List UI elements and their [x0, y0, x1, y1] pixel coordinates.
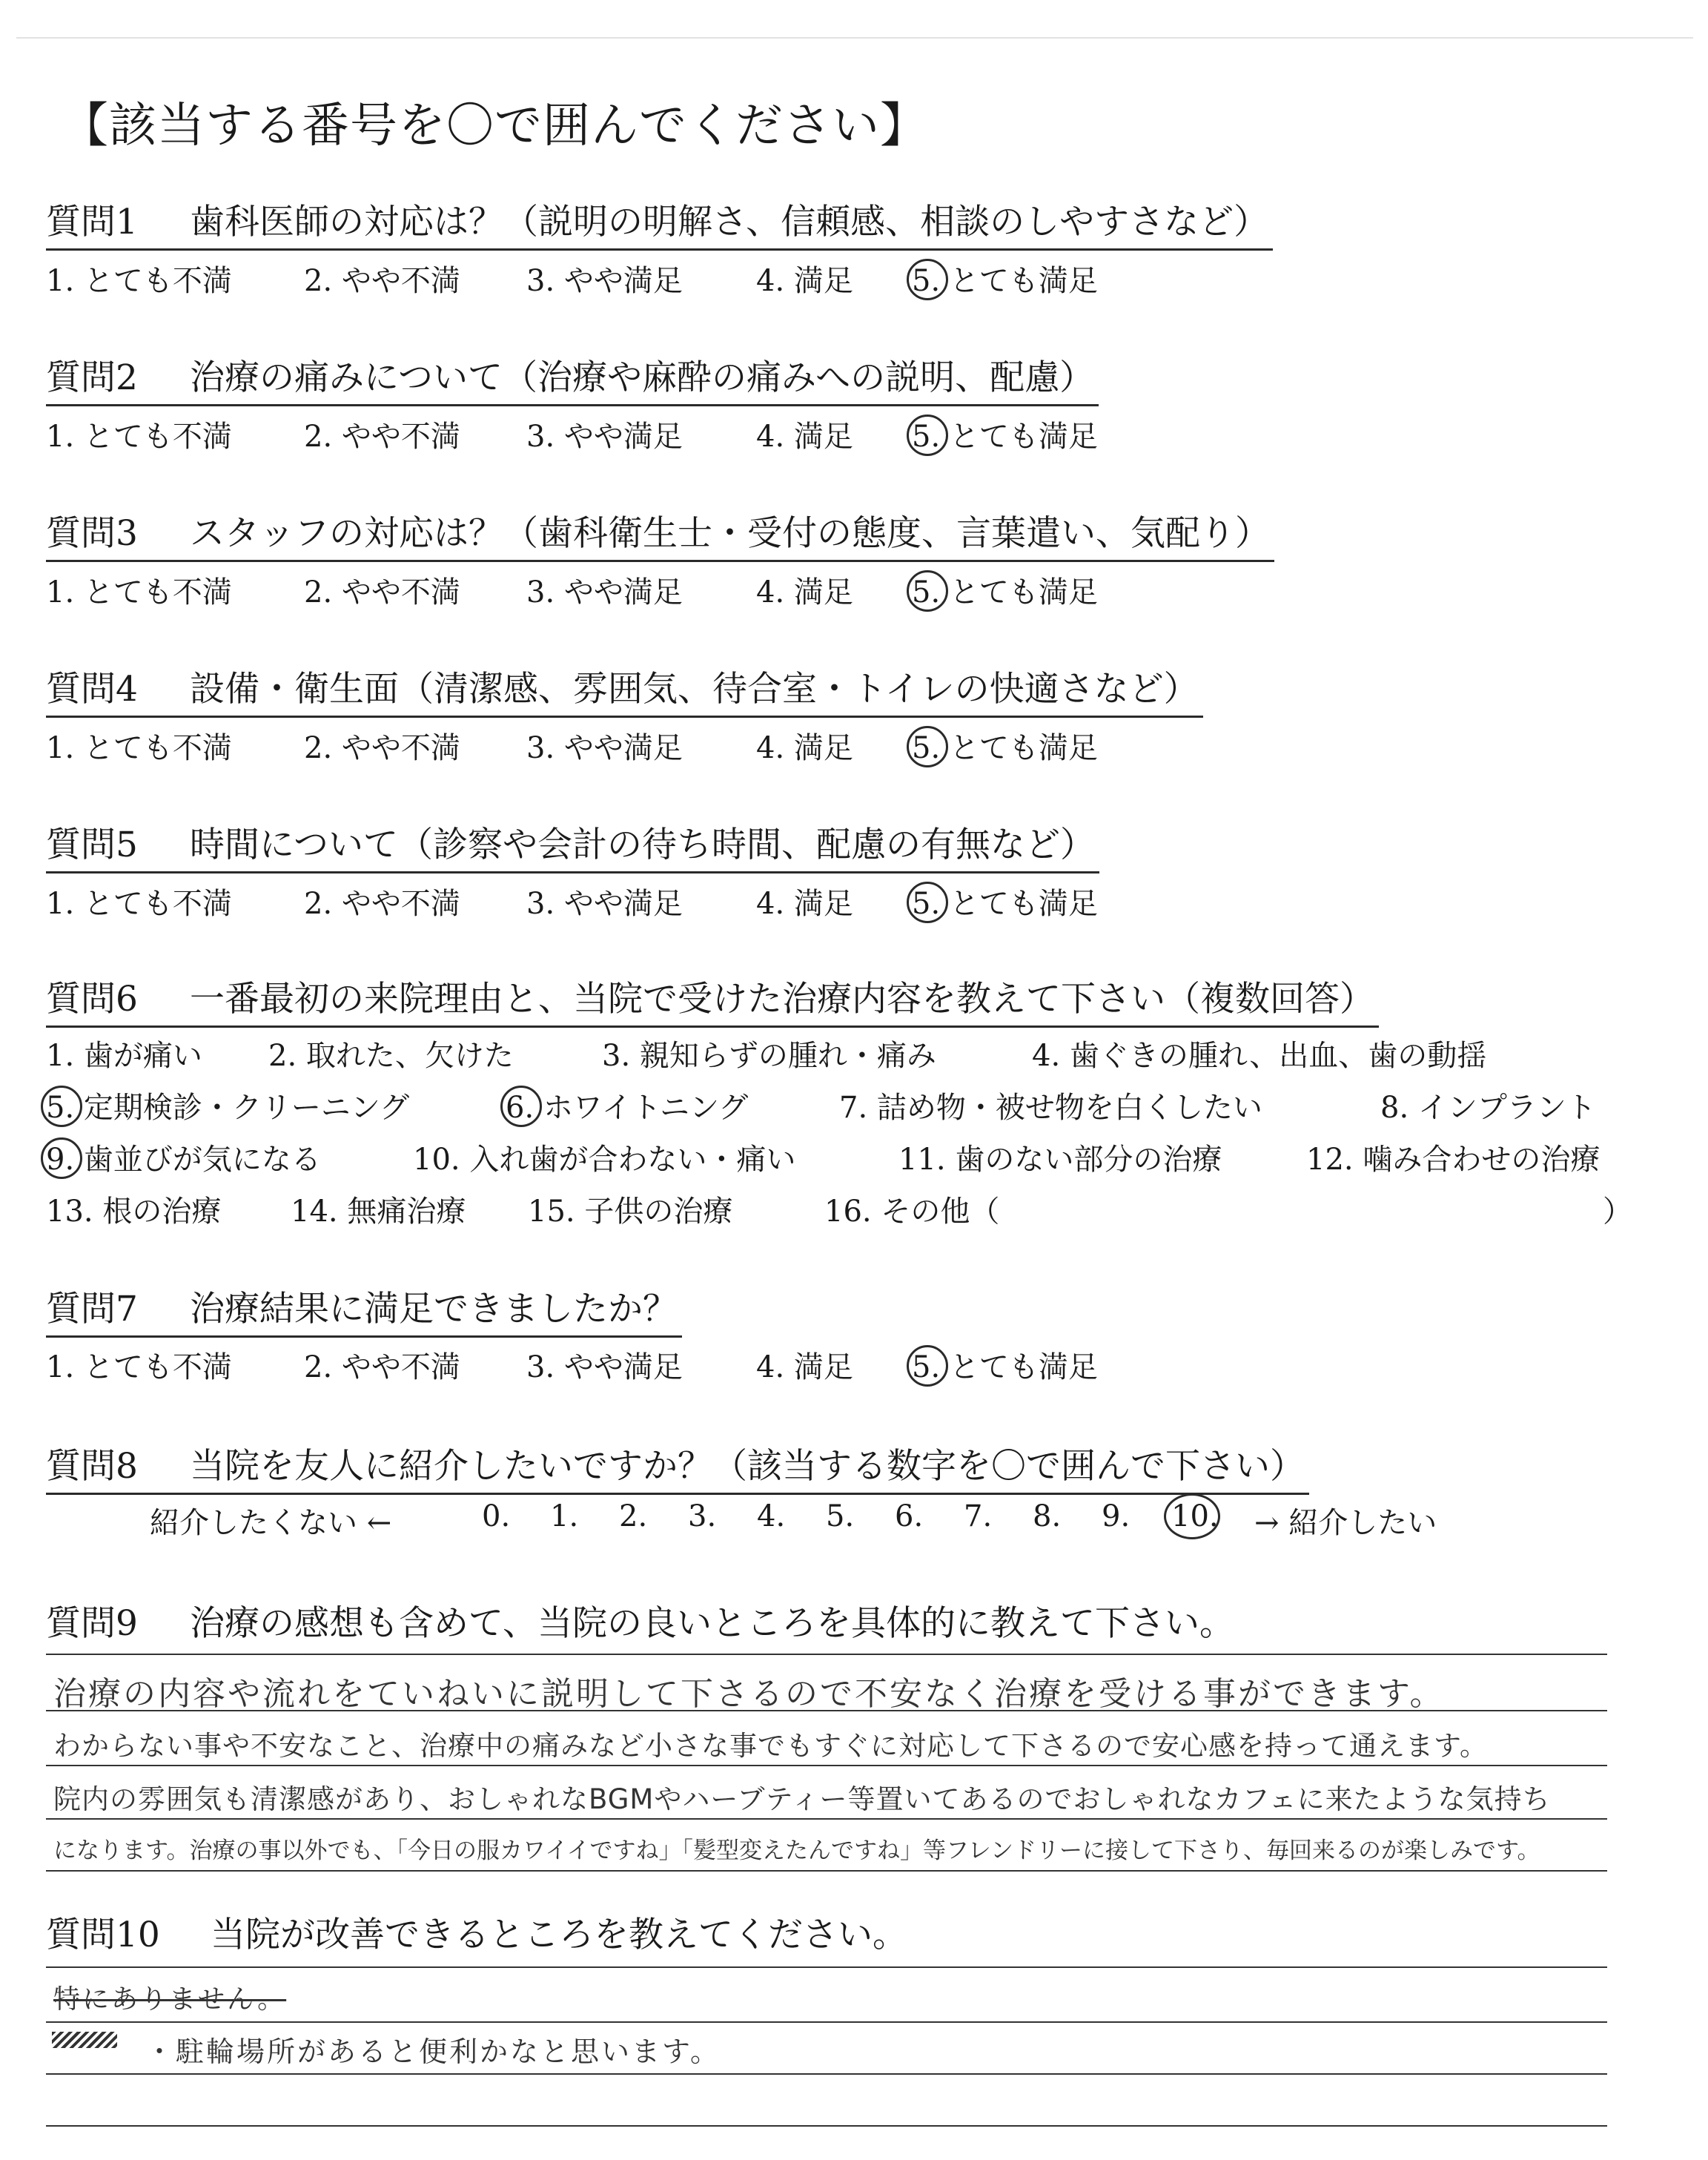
- q6-option-14-label: 無痛治療: [347, 1195, 466, 1229]
- q4-option-3[interactable]: [526, 724, 683, 767]
- q6-option-3[interactable]: [602, 1032, 936, 1074]
- q6-option-7[interactable]: [839, 1084, 1262, 1126]
- q6-option-3-label: 親知らずの腫れ・痛み: [639, 1039, 936, 1073]
- q7-option-1-label: とても不満: [83, 1350, 232, 1384]
- question-2-text: 治療の痛みについて（治療や麻酔の痛みへの説明、配慮）: [190, 357, 1095, 398]
- q7-option-3-number: 3.: [526, 1350, 555, 1384]
- question-1-text: 歯科医師の対応は？（説明の明解さ、信頼感、相談のしやすさなど）: [190, 202, 1269, 242]
- q5-option-3-number: 3.: [526, 887, 555, 921]
- q4-option-4-number: 4.: [756, 731, 785, 765]
- q6-option-3-number: 3.: [602, 1039, 631, 1073]
- q2-option-4-number: 4.: [756, 420, 785, 454]
- question-6-text: 一番最初の来院理由と、当院で受けた治療内容を教えて下さい（複数回答）: [190, 979, 1374, 1020]
- q8-scale-6[interactable]: 6.: [895, 1499, 924, 1533]
- q1-option-3[interactable]: [526, 257, 683, 300]
- q7-option-5-number: 5.: [912, 1350, 941, 1384]
- q6-option-5-label: 定期検診・クリーニング: [83, 1091, 410, 1125]
- question-9-text: 治療の感想も含めて、当院の良いところを具体的に教えて下さい。: [190, 1603, 1235, 1644]
- q1-option-4[interactable]: [756, 257, 853, 300]
- q2-option-2-label: やや不満: [341, 420, 460, 454]
- q6-option-7-number: 7.: [839, 1091, 868, 1125]
- q6-option-14-number: 14.: [291, 1195, 338, 1229]
- q5-option-3-label: やや満足: [563, 887, 683, 921]
- q8-scale-4[interactable]: 4.: [757, 1499, 786, 1533]
- question-4-title: [46, 661, 1203, 718]
- q8-scale-10-selected[interactable]: 10.: [1171, 1499, 1219, 1533]
- q1-option-2-label: やや不満: [341, 264, 460, 298]
- q5-option-3[interactable]: [526, 880, 683, 922]
- q6-option-6-label: ホワイトニング: [543, 1091, 749, 1125]
- question-2-number: 質問2: [46, 357, 138, 398]
- q4-option-2-label: やや不満: [341, 731, 460, 765]
- q3-option-5-selected[interactable]: [912, 569, 1098, 611]
- q5-option-2-number: 2.: [304, 887, 333, 921]
- question-8-text: 当院を友人に紹介したいですか？（該当する数字を〇で囲んで下さい）: [190, 1446, 1305, 1487]
- q9-answer-line-4: になります。治療の事以外でも、「今日の服カワイイですね」「髪型変えたんですね」等フレンドリーに接して下さり、毎回来るのが楽しみです。: [53, 1837, 1540, 1864]
- q8-scale-5[interactable]: 5.: [826, 1499, 855, 1533]
- question-7-text: 治療結果に満足できましたか？: [190, 1289, 678, 1330]
- q6-option-2-number: 2.: [268, 1039, 297, 1073]
- q9-answer-rule-5: [46, 1870, 1607, 1872]
- q4-option-2-number: 2.: [304, 731, 333, 765]
- q6-option-4-label: 歯ぐきの腫れ、出血、歯の動揺: [1069, 1039, 1487, 1073]
- q6-option-2-label: 取れた、欠けた: [305, 1039, 514, 1073]
- q7-option-3-label: やや満足: [563, 1350, 683, 1384]
- q2-option-2-number: 2.: [304, 420, 333, 454]
- q4-option-3-number: 3.: [526, 731, 555, 765]
- q9-answer-rule-4: [46, 1818, 1607, 1820]
- q7-option-2-label: やや不満: [341, 1350, 460, 1384]
- q3-option-2-label: やや不満: [341, 575, 460, 610]
- q3-option-3-number: 3.: [526, 575, 555, 610]
- q7-option-3[interactable]: [526, 1344, 683, 1386]
- q4-option-1[interactable]: [46, 724, 232, 767]
- question-8-number: 質問8: [46, 1446, 138, 1487]
- q6-option-9-number: 9.: [46, 1143, 75, 1177]
- q6-option-10-number: 10.: [413, 1143, 460, 1177]
- q8-scale-9[interactable]: 9.: [1102, 1499, 1131, 1533]
- q1-option-1-number: 1.: [46, 264, 75, 298]
- question-10-text: 当院が改善できるところを教えてください。: [211, 1915, 907, 1955]
- q1-option-2-number: 2.: [304, 264, 333, 298]
- q1-option-1-label: とても不満: [83, 264, 232, 298]
- question-5-title: [46, 817, 1099, 873]
- question-7-title: [46, 1281, 682, 1338]
- q6-option-13-number: 13.: [46, 1195, 93, 1229]
- question-4-number: 質問4: [46, 669, 138, 710]
- question-10-number: 質問10: [46, 1915, 160, 1955]
- q7-option-4[interactable]: [756, 1344, 853, 1386]
- q6-option-6-number: 6.: [506, 1091, 534, 1125]
- q6-option-15-label: 子供の治療: [584, 1195, 733, 1229]
- q6-option-4[interactable]: [1032, 1032, 1486, 1074]
- q6-option-12-number: 12.: [1306, 1143, 1354, 1177]
- q6-option-15-number: 15.: [528, 1195, 575, 1229]
- q4-option-3-label: やや満足: [563, 731, 683, 765]
- q6-option-11-number: 11.: [898, 1143, 946, 1177]
- q6-option-5-number: 5.: [46, 1091, 75, 1125]
- q6-option-14[interactable]: [291, 1188, 466, 1230]
- q6-option-9-label: 歯並びが気になる: [83, 1143, 321, 1177]
- q6-option-13-label: 根の治療: [102, 1195, 222, 1229]
- q8-left-label: 紹介したくない ←: [150, 1506, 392, 1540]
- q5-option-4-label: 満足: [793, 887, 853, 921]
- q6-option-1-label: 歯が痛い: [83, 1039, 202, 1073]
- q6-option-10[interactable]: [413, 1136, 795, 1178]
- q3-option-1[interactable]: [46, 569, 232, 611]
- q4-option-1-number: 1.: [46, 731, 75, 765]
- q4-option-5-number: 5.: [912, 731, 941, 765]
- q6-option-16-number: 16.: [824, 1195, 872, 1229]
- q6-option-1[interactable]: [46, 1032, 202, 1074]
- q6-option-7-label: 詰め物・被せ物を白くしたい: [876, 1091, 1262, 1125]
- q5-option-2[interactable]: [304, 880, 460, 922]
- q3-option-4-number: 4.: [756, 575, 785, 610]
- q2-option-4-label: 満足: [793, 420, 853, 454]
- q9-answer-line-3: 院内の雰囲気も清潔感があり、おしゃれなBGMやハーブティー等置いてあるのでおしゃれなカフェに来たような気持ち: [53, 1783, 1551, 1815]
- question-5-text: 時間について（診察や会計の待ち時間、配慮の有無など）: [190, 825, 1096, 865]
- q2-option-3[interactable]: [526, 413, 683, 455]
- q2-option-3-label: やや満足: [563, 420, 683, 454]
- q6-option-9-selected[interactable]: [46, 1136, 321, 1178]
- q2-option-5-label: とても満足: [949, 420, 1098, 454]
- q1-option-3-label: やや満足: [563, 264, 683, 298]
- q9-answer-line-2: わからない事や不安なこと、治療中の痛みなど小さな事でもすぐに対応して下さるので安心感を持って通えます。: [53, 1730, 1489, 1762]
- q1-option-5-selected[interactable]: [912, 257, 1098, 300]
- q1-option-3-number: 3.: [526, 264, 555, 298]
- q7-option-1-number: 1.: [46, 1350, 75, 1384]
- q7-option-2-number: 2.: [304, 1350, 333, 1384]
- q9-answer-line-1: 治療の内容や流れをていねいに説明して下さるので不安なく治療を受ける事ができます。: [53, 1675, 1445, 1713]
- q6-option-6-selected[interactable]: [506, 1084, 748, 1126]
- q3-option-4[interactable]: [756, 569, 853, 611]
- q3-option-2-number: 2.: [304, 575, 333, 610]
- question-1-number: 質問1: [46, 202, 138, 242]
- q6-option-8-label: インプラント: [1417, 1091, 1596, 1125]
- q6-option-4-number: 4.: [1032, 1039, 1061, 1073]
- q8-scale-2[interactable]: 2.: [619, 1499, 648, 1533]
- q6-option-16-label: その他（: [881, 1195, 1000, 1229]
- q1-option-1[interactable]: [46, 257, 232, 300]
- q7-option-1[interactable]: [46, 1344, 232, 1386]
- q6-option-8[interactable]: [1380, 1084, 1596, 1126]
- q3-option-3-label: やや満足: [563, 575, 683, 610]
- q8-scale-7[interactable]: 7.: [964, 1499, 993, 1533]
- q4-option-4[interactable]: [756, 724, 853, 767]
- question-2-title: [46, 350, 1099, 406]
- q6-option-8-number: 8.: [1380, 1091, 1409, 1125]
- q4-option-2[interactable]: [304, 724, 460, 767]
- q2-option-1-number: 1.: [46, 420, 75, 454]
- q5-option-1[interactable]: [46, 880, 232, 922]
- q5-option-4[interactable]: [756, 880, 853, 922]
- q10-struck-answer: 特にありません。: [53, 1984, 287, 2015]
- q6-option-12[interactable]: [1306, 1136, 1600, 1178]
- q2-option-4[interactable]: [756, 413, 853, 455]
- scribble-mark: [52, 2032, 117, 2048]
- question-10-title: [46, 1907, 912, 1961]
- q4-option-5-label: とても満足: [949, 731, 1098, 765]
- q1-option-5-label: とても満足: [949, 264, 1098, 298]
- question-6-title: [46, 971, 1379, 1028]
- q7-option-5-label: とても満足: [949, 1350, 1098, 1384]
- q8-scale-0[interactable]: 0.: [482, 1499, 511, 1533]
- q6-option-11-label: 歯のない部分の治療: [955, 1143, 1222, 1177]
- q1-option-2[interactable]: [304, 257, 460, 300]
- question-7-number: 質問7: [46, 1289, 138, 1330]
- q6-option-2[interactable]: [268, 1032, 514, 1074]
- q6-option-12-label: 噛み合わせの治療: [1363, 1143, 1601, 1177]
- q4-option-5-selected[interactable]: [912, 724, 1098, 767]
- question-3-number: 質問3: [46, 513, 138, 554]
- q2-option-5-selected[interactable]: [912, 413, 1098, 455]
- q2-option-1-label: とても不満: [83, 420, 232, 454]
- q5-option-5-label: とても満足: [949, 887, 1098, 921]
- q6-option-5-selected[interactable]: [46, 1084, 409, 1126]
- q5-option-2-label: やや不満: [341, 887, 460, 921]
- q7-option-5-selected[interactable]: [912, 1344, 1098, 1386]
- q1-option-4-label: 満足: [793, 264, 853, 298]
- q4-option-4-label: 満足: [793, 731, 853, 765]
- page-top-border: [16, 37, 1693, 39]
- question-1-title: [46, 194, 1273, 251]
- q10-answer-rule-3: [46, 2073, 1607, 2075]
- question-9-title: [46, 1596, 1239, 1650]
- q6-option-16[interactable]: [824, 1188, 999, 1230]
- q6-option-15[interactable]: [528, 1188, 732, 1230]
- q8-right-label: → 紹介したい: [1254, 1506, 1437, 1540]
- question-3-text: スタッフの対応は？（歯科衛生士・受付の態度、言葉遣い、気配り）: [190, 513, 1270, 554]
- q8-scale-8[interactable]: 8.: [1033, 1499, 1062, 1533]
- q5-option-5-number: 5.: [912, 887, 941, 921]
- q3-option-1-number: 1.: [46, 575, 75, 610]
- q2-option-2[interactable]: [304, 413, 460, 455]
- q6-option-13[interactable]: [46, 1188, 221, 1230]
- q10-answer-line: ・駐輪場所があると便利かなと思います。: [145, 2035, 721, 2068]
- q7-option-4-label: 満足: [793, 1350, 853, 1384]
- q10-answer-rule-2: [46, 2021, 1607, 2023]
- question-4-text: 設備・衛生面（清潔感、雰囲気、待合室・トイレの快適さなど）: [190, 669, 1199, 710]
- q7-option-2[interactable]: [304, 1344, 460, 1386]
- q5-option-4-number: 4.: [756, 887, 785, 921]
- q3-option-1-label: とても不満: [83, 575, 232, 610]
- q9-answer-rule-3: [46, 1765, 1607, 1766]
- q5-option-1-label: とても不満: [83, 887, 232, 921]
- q10-answer-rule-4: [46, 2125, 1607, 2127]
- q3-option-3[interactable]: [526, 569, 683, 611]
- q8-scale-1[interactable]: 1.: [550, 1499, 579, 1533]
- q7-option-4-number: 4.: [756, 1350, 785, 1384]
- q6-option-10-label: 入れ歯が合わない・痛い: [469, 1143, 796, 1177]
- q6-option-1-number: 1.: [46, 1039, 75, 1073]
- q6-other-close-paren: ）: [1603, 1195, 1632, 1229]
- page-heading: 【該当する番号を〇で囲んでください】: [61, 99, 928, 153]
- question-3-title: [46, 506, 1274, 562]
- q3-option-2[interactable]: [304, 569, 460, 611]
- q6-option-11[interactable]: [898, 1136, 1222, 1178]
- q2-option-3-number: 3.: [526, 420, 555, 454]
- q1-option-5-number: 5.: [912, 264, 941, 298]
- q3-option-4-label: 満足: [793, 575, 853, 610]
- q9-answer-rule-1: [46, 1654, 1607, 1655]
- question-8-title: [46, 1439, 1309, 1495]
- q3-option-5-label: とても満足: [949, 575, 1098, 610]
- q4-option-1-label: とても不満: [83, 731, 232, 765]
- q2-option-1[interactable]: [46, 413, 232, 455]
- question-6-number: 質問6: [46, 979, 138, 1020]
- q5-option-1-number: 1.: [46, 887, 75, 921]
- q1-option-4-number: 4.: [756, 264, 785, 298]
- question-5-number: 質問5: [46, 825, 138, 865]
- q8-scale-3[interactable]: 3.: [688, 1499, 717, 1533]
- question-9-number: 質問9: [46, 1603, 138, 1644]
- q5-option-5-selected[interactable]: [912, 880, 1098, 922]
- q3-option-5-number: 5.: [912, 575, 941, 610]
- q10-answer-rule-1: [46, 1966, 1607, 1968]
- q2-option-5-number: 5.: [912, 420, 941, 454]
